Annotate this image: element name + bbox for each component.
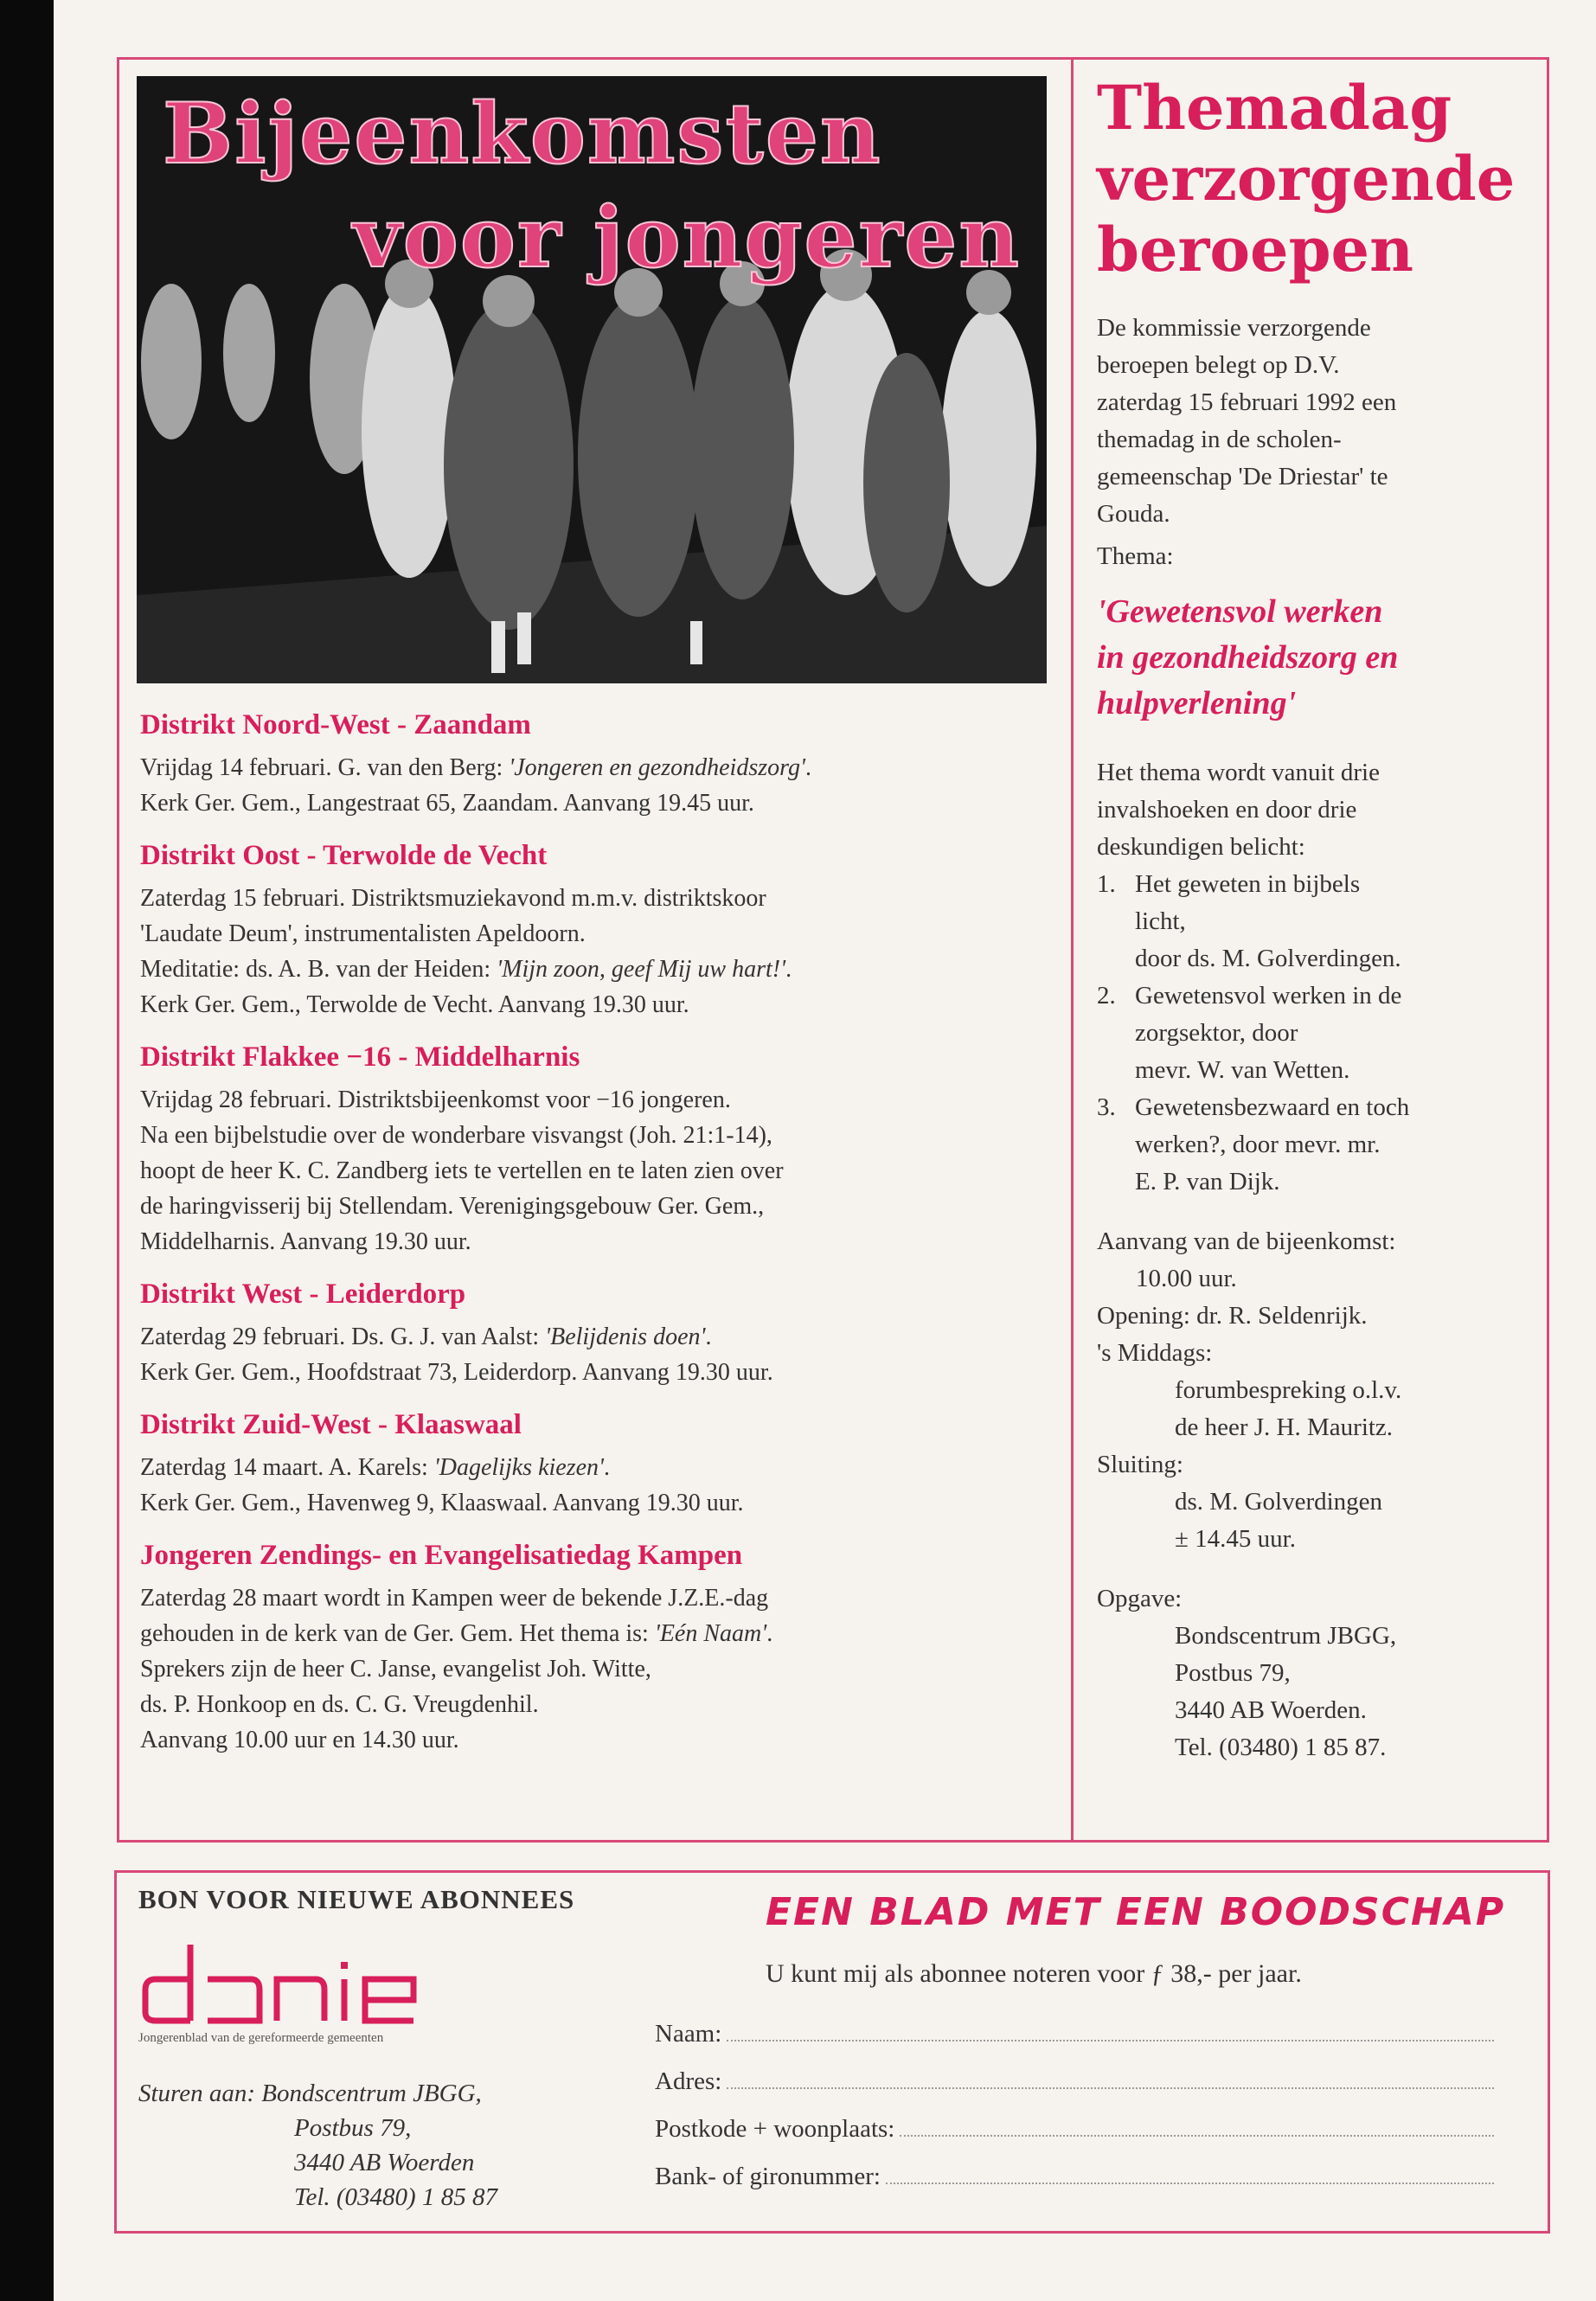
speaker-line: Gewetensbezwaard en toch (1135, 1093, 1410, 1121)
event-title: Distrikt Flakkee −16 - Middelharnis (140, 1042, 580, 1073)
slogan: EEN BLAD MET EEN BOODSCHAP (766, 1890, 1506, 1934)
event-line (140, 1580, 1048, 1616)
event-punct: . (804, 754, 811, 781)
middags-label: 's Middags: (1097, 1339, 1213, 1367)
event-item (140, 1409, 1048, 1521)
event-line (140, 1450, 1048, 1485)
intro-line: themadag in de scholen- (1097, 426, 1342, 453)
theme-quote (1097, 589, 1529, 727)
address-line-2: Postbus 79, (294, 2114, 412, 2142)
speaker-line: mevr. W. van Wetten. (1135, 1056, 1350, 1084)
speaker-number: 3. (1097, 1093, 1116, 1121)
event-line (140, 1651, 1048, 1687)
coupon-field[interactable] (655, 2163, 1494, 2191)
event-line (140, 1118, 1048, 1153)
perspective-intro-line: invalshoeken en door drie (1097, 796, 1357, 824)
event-line (140, 916, 1048, 952)
perspective-intro-line: Het thema wordt vanuit drie (1097, 759, 1380, 786)
opgave-line: 3440 AB Woerden. (1175, 1696, 1367, 1724)
address-line-3: 3440 AB Woerden (294, 2149, 475, 2176)
event-topic: 'Jongeren en gezondheidszorg' (509, 754, 805, 781)
event-punct: . (705, 1324, 712, 1350)
event-line (140, 1153, 1048, 1189)
event-text: Kerk Ger. Gem., Terwolde de Vecht. Aanvang 19.30 uur. (140, 991, 689, 1018)
event-text: Zaterdag 28 maart wordt in Kampen weer de bekende J.Z.E.-dag (140, 1585, 769, 1612)
event-text: Vrijdag 14 februari. G. van den Berg: (140, 754, 510, 781)
event-line (140, 1319, 1048, 1355)
intro-line: gemeenschap 'De Driestar' te (1097, 463, 1388, 490)
event-text: Zaterdag 15 februari. Distriktsmuziekavond m.m.v. distriktskoor (140, 885, 766, 912)
event-description (140, 1319, 1048, 1390)
event-item (140, 1540, 1048, 1758)
intro-line: De kommissie verzorgende (1097, 314, 1371, 342)
logo-caption: Jongerenblad van de gereformeerde gemeenten (138, 2031, 384, 2045)
event-text: Meditatie: ds. A. B. van der Heiden: (140, 956, 497, 983)
event-line (140, 750, 1048, 785)
event-title: Distrikt Oost - Terwolde de Vecht (140, 840, 548, 871)
event-description (140, 1082, 1048, 1259)
sluiting-line-1: ds. M. Golverdingen (1175, 1488, 1383, 1516)
daniel-logo-mark (138, 1927, 424, 2027)
opgave-line: Postbus 79, (1175, 1659, 1291, 1687)
address-line-4: Tel. (03480) 1 85 87 (294, 2183, 497, 2211)
opgave-line: Tel. (03480) 1 85 87. (1175, 1734, 1387, 1761)
intro-line: beroepen belegt op D.V. (1097, 351, 1340, 379)
event-text: 'Laudate Deum', instrumentalisten Apeldoorn. (140, 920, 586, 947)
speaker-item (1097, 1089, 1529, 1201)
event-description (140, 1580, 1048, 1758)
event-description (140, 750, 1048, 821)
theme-quote-line-2: in gezondheidszorg en (1097, 639, 1399, 676)
event-text: Middelharnis. Aanvang 19.30 uur. (140, 1228, 471, 1255)
photo-youth-walking (137, 76, 1047, 683)
headline-voor-jongeren: voor jongeren (353, 189, 1022, 286)
theme-quote-line-1: 'Gewetensvol werken (1097, 593, 1383, 630)
coupon-title: BON VOOR NIEUWE ABONNEES (138, 1884, 575, 1914)
event-text: Aanvang 10.00 uur en 14.30 uur. (140, 1727, 459, 1753)
coupon-field-line[interactable] (900, 2115, 1494, 2137)
event-punct: . (766, 1620, 773, 1647)
theme-title-line-2: verzorgende (1097, 143, 1516, 215)
intro-line: zaterdag 15 februari 1992 een (1097, 388, 1397, 416)
event-description (140, 1450, 1048, 1521)
sluiting-line-2: ± 14.45 uur. (1175, 1525, 1296, 1553)
event-line (140, 1224, 1048, 1259)
event-line (140, 987, 1048, 1022)
event-title: Distrikt West - Leiderdorp (140, 1279, 466, 1310)
event-text: Sprekers zijn de heer C. Janse, evangelist Joh. Witte, (140, 1656, 651, 1682)
perspective-intro-line: deskundigen belicht: (1097, 833, 1305, 861)
theme-perspectives-intro (1097, 754, 1529, 866)
speaker-line: werken?, door mevr. mr. (1135, 1131, 1381, 1158)
middags-line-1: forumbespreking o.l.v. (1175, 1376, 1402, 1404)
speaker-line: E. P. van Dijk. (1135, 1168, 1280, 1195)
coupon-address (138, 2076, 497, 2214)
coupon-field[interactable] (655, 2067, 1494, 2096)
aanvang-label: Aanvang van de bijeenkomst: (1097, 1227, 1396, 1255)
event-line (140, 1189, 1048, 1224)
event-topic: 'Mijn zoon, geef Mij uw hart!' (497, 956, 786, 983)
speaker-number: 2. (1097, 982, 1116, 1009)
event-line (140, 1616, 1048, 1651)
coupon-field-label: Naam: (655, 2020, 722, 2048)
event-list (140, 709, 1048, 1777)
event-text: ds. P. Honkoop en ds. C. G. Vreugdenhil. (140, 1691, 539, 1718)
event-line (140, 1355, 1048, 1390)
event-item (140, 840, 1048, 1022)
event-punct: . (785, 956, 792, 983)
event-text: Kerk Ger. Gem., Langestraat 65, Zaandam. Aanvang 19.45 uur. (140, 790, 754, 817)
sluiting-label: Sluiting: (1097, 1451, 1183, 1478)
coupon-field-line[interactable] (886, 2163, 1494, 2184)
event-text: Zaterdag 29 februari. Ds. G. J. van Aalst: (140, 1324, 546, 1350)
event-text: Zaterdag 14 maart. A. Karels: (140, 1454, 434, 1481)
event-topic: 'Eén Naam' (654, 1620, 767, 1647)
coupon-field-label: Bank- of gironummer: (655, 2163, 881, 2190)
address-line-1: Sturen aan: Bondscentrum JBGG, (138, 2080, 482, 2107)
coupon-field[interactable] (655, 2115, 1494, 2144)
event-line (140, 1687, 1048, 1722)
event-text: Kerk Ger. Gem., Havenweg 9, Klaaswaal. Aanvang 19.30 uur. (140, 1490, 744, 1516)
coupon-field-line[interactable] (727, 2067, 1494, 2089)
event-description (140, 881, 1048, 1022)
theme-day-title (1097, 73, 1529, 285)
speaker-item (1097, 977, 1529, 1089)
event-line (140, 1082, 1048, 1118)
opgave-address (1097, 1618, 1529, 1766)
event-text: Na een bijbelstudie over de wonderbare visvangst (Joh. 21:1-14), (140, 1122, 772, 1149)
event-punct: . (604, 1454, 611, 1481)
page-edge-bar (0, 0, 54, 2301)
event-text: Kerk Ger. Gem., Hoofdstraat 73, Leiderdorp. Aanvang 19.30 uur. (140, 1359, 773, 1386)
speaker-line: Gewetensvol werken in de (1135, 982, 1402, 1009)
theme-intro (1097, 310, 1529, 533)
event-line (140, 1485, 1048, 1521)
headline-bijeenkomsten: Bijeenkomsten (163, 85, 882, 183)
event-line (140, 952, 1048, 987)
event-item (140, 1042, 1048, 1259)
event-item (140, 709, 1048, 821)
event-text: hoopt de heer K. C. Zandberg iets te vertellen en te laten zien over (140, 1157, 784, 1184)
event-text: Vrijdag 28 februari. Distriktsbijeenkomst voor −16 jongeren. (140, 1086, 731, 1113)
event-topic: 'Belijdenis doen' (545, 1324, 706, 1350)
event-text: de haringvisserij bij Stellendam. Verenigingsgebouw Ger. Gem., (140, 1193, 765, 1220)
event-title: Distrikt Zuid-West - Klaaswaal (140, 1409, 522, 1440)
event-title: Jongeren Zendings- en Evangelisatiedag Kampen (140, 1540, 743, 1571)
speaker-item (1097, 866, 1529, 977)
theme-title-line-1: Themadag (1097, 72, 1452, 144)
speaker-number: 1. (1097, 870, 1116, 898)
thema-label: Thema: (1097, 542, 1174, 570)
speaker-list (1097, 866, 1529, 1201)
event-text: gehouden in de kerk van de Ger. Gem. Het thema is: (140, 1620, 655, 1647)
event-item (140, 1279, 1048, 1390)
intro-line: Gouda. (1097, 500, 1170, 528)
opgave-line: Bondscentrum JBGG, (1175, 1622, 1397, 1650)
event-title: Distrikt Noord-West - Zaandam (140, 709, 531, 740)
daniel-logo (138, 1927, 424, 2031)
event-line (140, 1722, 1048, 1758)
subscription-price-text: U kunt mij als abonnee noteren voor ƒ 38,- per jaar. (766, 1959, 1302, 1988)
speaker-line: licht, (1135, 907, 1186, 935)
aanvang-time: 10.00 uur. (1136, 1265, 1237, 1292)
speaker-line: Het geweten in bijbels (1135, 870, 1361, 898)
theme-day-column (1097, 73, 1529, 1766)
speaker-line: zorgsektor, door (1135, 1019, 1298, 1047)
coupon-field-line[interactable] (727, 2020, 1494, 2041)
event-line (140, 881, 1048, 916)
speaker-line: door ds. M. Golverdingen. (1135, 945, 1401, 972)
theme-quote-line-3: hulpverlening' (1097, 685, 1297, 721)
event-topic: 'Dagelijks kiezen' (433, 1454, 605, 1481)
coupon-field-label: Adres: (655, 2067, 722, 2095)
column-divider (1071, 57, 1074, 1840)
event-line (140, 785, 1048, 821)
coupon-field[interactable] (655, 2020, 1494, 2048)
coupon-field-label: Postkode + woonplaats: (655, 2115, 895, 2143)
theme-title-line-3: beroepen (1097, 214, 1413, 285)
opening-text: Opening: dr. R. Seldenrijk. (1097, 1302, 1368, 1330)
middags-line-2: de heer J. H. Mauritz. (1175, 1413, 1394, 1441)
opgave-label: Opgave: (1097, 1585, 1183, 1612)
